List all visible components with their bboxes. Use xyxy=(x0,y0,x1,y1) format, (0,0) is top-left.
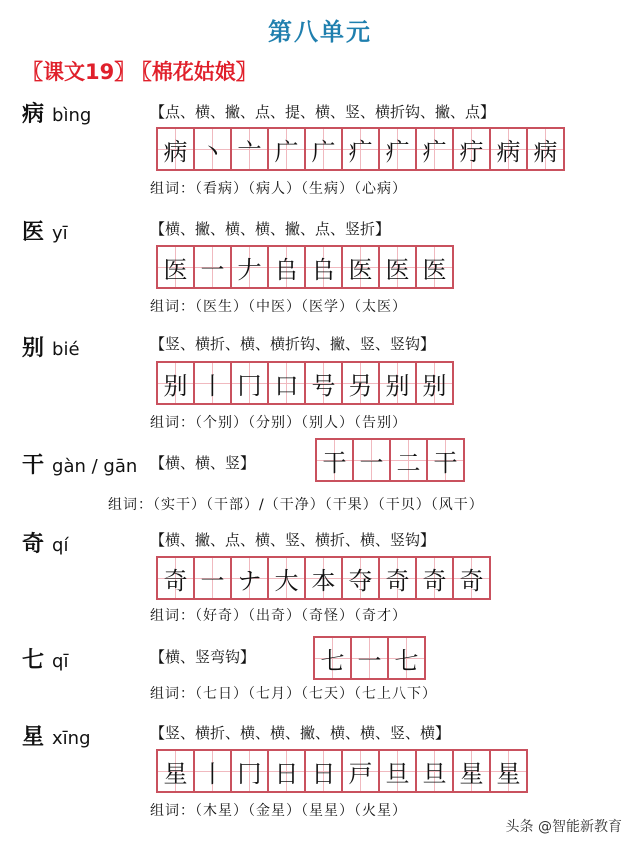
char-heading xyxy=(22,527,68,558)
stroke-grid xyxy=(156,127,565,171)
grid-cell: 日 xyxy=(306,751,343,791)
grid-cell: 疒 xyxy=(417,129,454,169)
pinyin: bié xyxy=(52,339,80,360)
stroke-order: 【横、撇、横、横、撇、点、竖折】 xyxy=(150,220,391,238)
grid-cell: 大 xyxy=(269,558,306,598)
grid-cell: 戸 xyxy=(343,751,380,791)
stroke-grid xyxy=(156,749,528,793)
char-heading xyxy=(22,720,91,751)
grid-cell: 口 xyxy=(269,363,306,403)
pinyin: bìng xyxy=(52,105,92,126)
stroke-order: 【横、竖弯钩】 xyxy=(150,648,256,666)
grid-cell: 丨 xyxy=(195,751,232,791)
grid-cell: 星 xyxy=(491,751,528,791)
grid-cell: 一 xyxy=(195,247,232,287)
grid-cell: 夺 xyxy=(343,558,380,598)
grid-cell: 旦 xyxy=(380,751,417,791)
grid-cell: 一 xyxy=(352,638,389,678)
char-heading xyxy=(22,643,68,674)
stroke-order: 【竖、横折、横、横折钩、撇、竖、竖钩】 xyxy=(150,335,436,353)
grid-cell: 医 xyxy=(380,247,417,287)
grid-cell: 𠂤 xyxy=(269,247,306,287)
grid-cell: 别 xyxy=(158,363,195,403)
grid-cell: 丨 xyxy=(195,363,232,403)
grid-cell: 星 xyxy=(454,751,491,791)
stroke-grid xyxy=(156,361,454,405)
grid-cell: 七 xyxy=(315,638,352,678)
stroke-order: 【横、撇、点、横、竖、横折、横、竖钩】 xyxy=(150,531,436,549)
grid-cell: 冂 xyxy=(232,751,269,791)
stroke-order: 【横、横、竖】 xyxy=(150,454,256,472)
grid-cell: 日 xyxy=(269,751,306,791)
word-examples: 组词：（医生）（中医）（医学）（太医） xyxy=(150,299,407,315)
grid-cell: 广 xyxy=(269,129,306,169)
stroke-grid xyxy=(313,636,426,680)
stroke-grid xyxy=(156,556,491,600)
char: 星 xyxy=(22,725,45,750)
grid-cell: 别 xyxy=(380,363,417,403)
lesson-name: 〖棉花姑娘〗 xyxy=(141,60,257,84)
word-examples: 组词：（实干）（干部）/（干净）（干果）（干贝）（风干） xyxy=(108,497,484,513)
grid-cell: 丶 xyxy=(195,129,232,169)
char: 病 xyxy=(22,102,45,127)
unit-title: 第八单元 xyxy=(268,18,372,46)
grid-cell: ナ xyxy=(232,558,269,598)
char-heading xyxy=(22,331,80,362)
grid-cell: 疒 xyxy=(380,129,417,169)
grid-cell: 医 xyxy=(343,247,380,287)
grid-cell: 旦 xyxy=(417,751,454,791)
grid-cell: 干 xyxy=(317,440,354,480)
grid-cell: 号 xyxy=(306,363,343,403)
grid-cell: 亠 xyxy=(232,129,269,169)
word-examples: 组词：（个别）（分别）（别人）（告别） xyxy=(150,415,407,431)
char: 奇 xyxy=(22,532,45,557)
char-heading xyxy=(22,97,91,128)
grid-cell: 星 xyxy=(158,751,195,791)
grid-cell: 一 xyxy=(354,440,391,480)
grid-cell: 一 xyxy=(195,558,232,598)
grid-cell: 奇 xyxy=(380,558,417,598)
grid-cell: 本 xyxy=(306,558,343,598)
grid-cell: 疒 xyxy=(343,129,380,169)
char: 干 xyxy=(22,453,45,478)
grid-cell: 病 xyxy=(491,129,528,169)
grid-cell: 疔 xyxy=(454,129,491,169)
word-examples: 组词：（好奇）（出奇）（奇怪）（奇才） xyxy=(150,608,407,624)
stroke-order: 【竖、横折、横、横、撇、横、横、竖、横】 xyxy=(150,724,451,742)
pinyin: qí xyxy=(52,535,69,556)
stroke-order: 【点、横、撇、点、提、横、竖、横折钩、撇、点】 xyxy=(150,103,496,121)
stroke-grid xyxy=(156,245,454,289)
grid-cell: 奇 xyxy=(417,558,454,598)
char: 七 xyxy=(22,648,45,673)
grid-cell: 医 xyxy=(417,247,454,287)
grid-cell: 𠂤 xyxy=(306,247,343,287)
pinyin: qī xyxy=(52,651,69,672)
char: 医 xyxy=(22,220,45,245)
pinyin: yī xyxy=(52,223,68,244)
char: 别 xyxy=(22,336,45,361)
pinyin: gàn / gān xyxy=(52,456,138,477)
grid-cell: 医 xyxy=(158,247,195,287)
grid-cell: 七 xyxy=(389,638,426,678)
grid-cell: 𠂇 xyxy=(232,247,269,287)
grid-cell: 冂 xyxy=(232,363,269,403)
lesson-number: 〖课文19〗 xyxy=(22,60,136,84)
grid-cell: 二 xyxy=(391,440,428,480)
word-examples: 组词：（木星）（金星）（星星）（火星） xyxy=(150,803,407,819)
pinyin: xīng xyxy=(52,728,91,749)
word-examples: 组词：（看病）（病人）（生病）（心病） xyxy=(150,181,407,197)
word-examples: 组词：（七日）（七月）（七天）（七上八下） xyxy=(150,686,437,702)
grid-cell: 别 xyxy=(417,363,454,403)
grid-cell: 另 xyxy=(343,363,380,403)
grid-cell: 病 xyxy=(528,129,565,169)
stroke-grid xyxy=(315,438,465,482)
watermark: 头条 @智能新教育 xyxy=(505,819,622,835)
grid-cell: 广 xyxy=(306,129,343,169)
grid-cell: 奇 xyxy=(454,558,491,598)
char-heading xyxy=(22,215,68,246)
grid-cell: 干 xyxy=(428,440,465,480)
lesson-heading xyxy=(22,56,263,86)
grid-cell: 病 xyxy=(158,129,195,169)
grid-cell: 奇 xyxy=(158,558,195,598)
char-heading xyxy=(22,448,137,479)
